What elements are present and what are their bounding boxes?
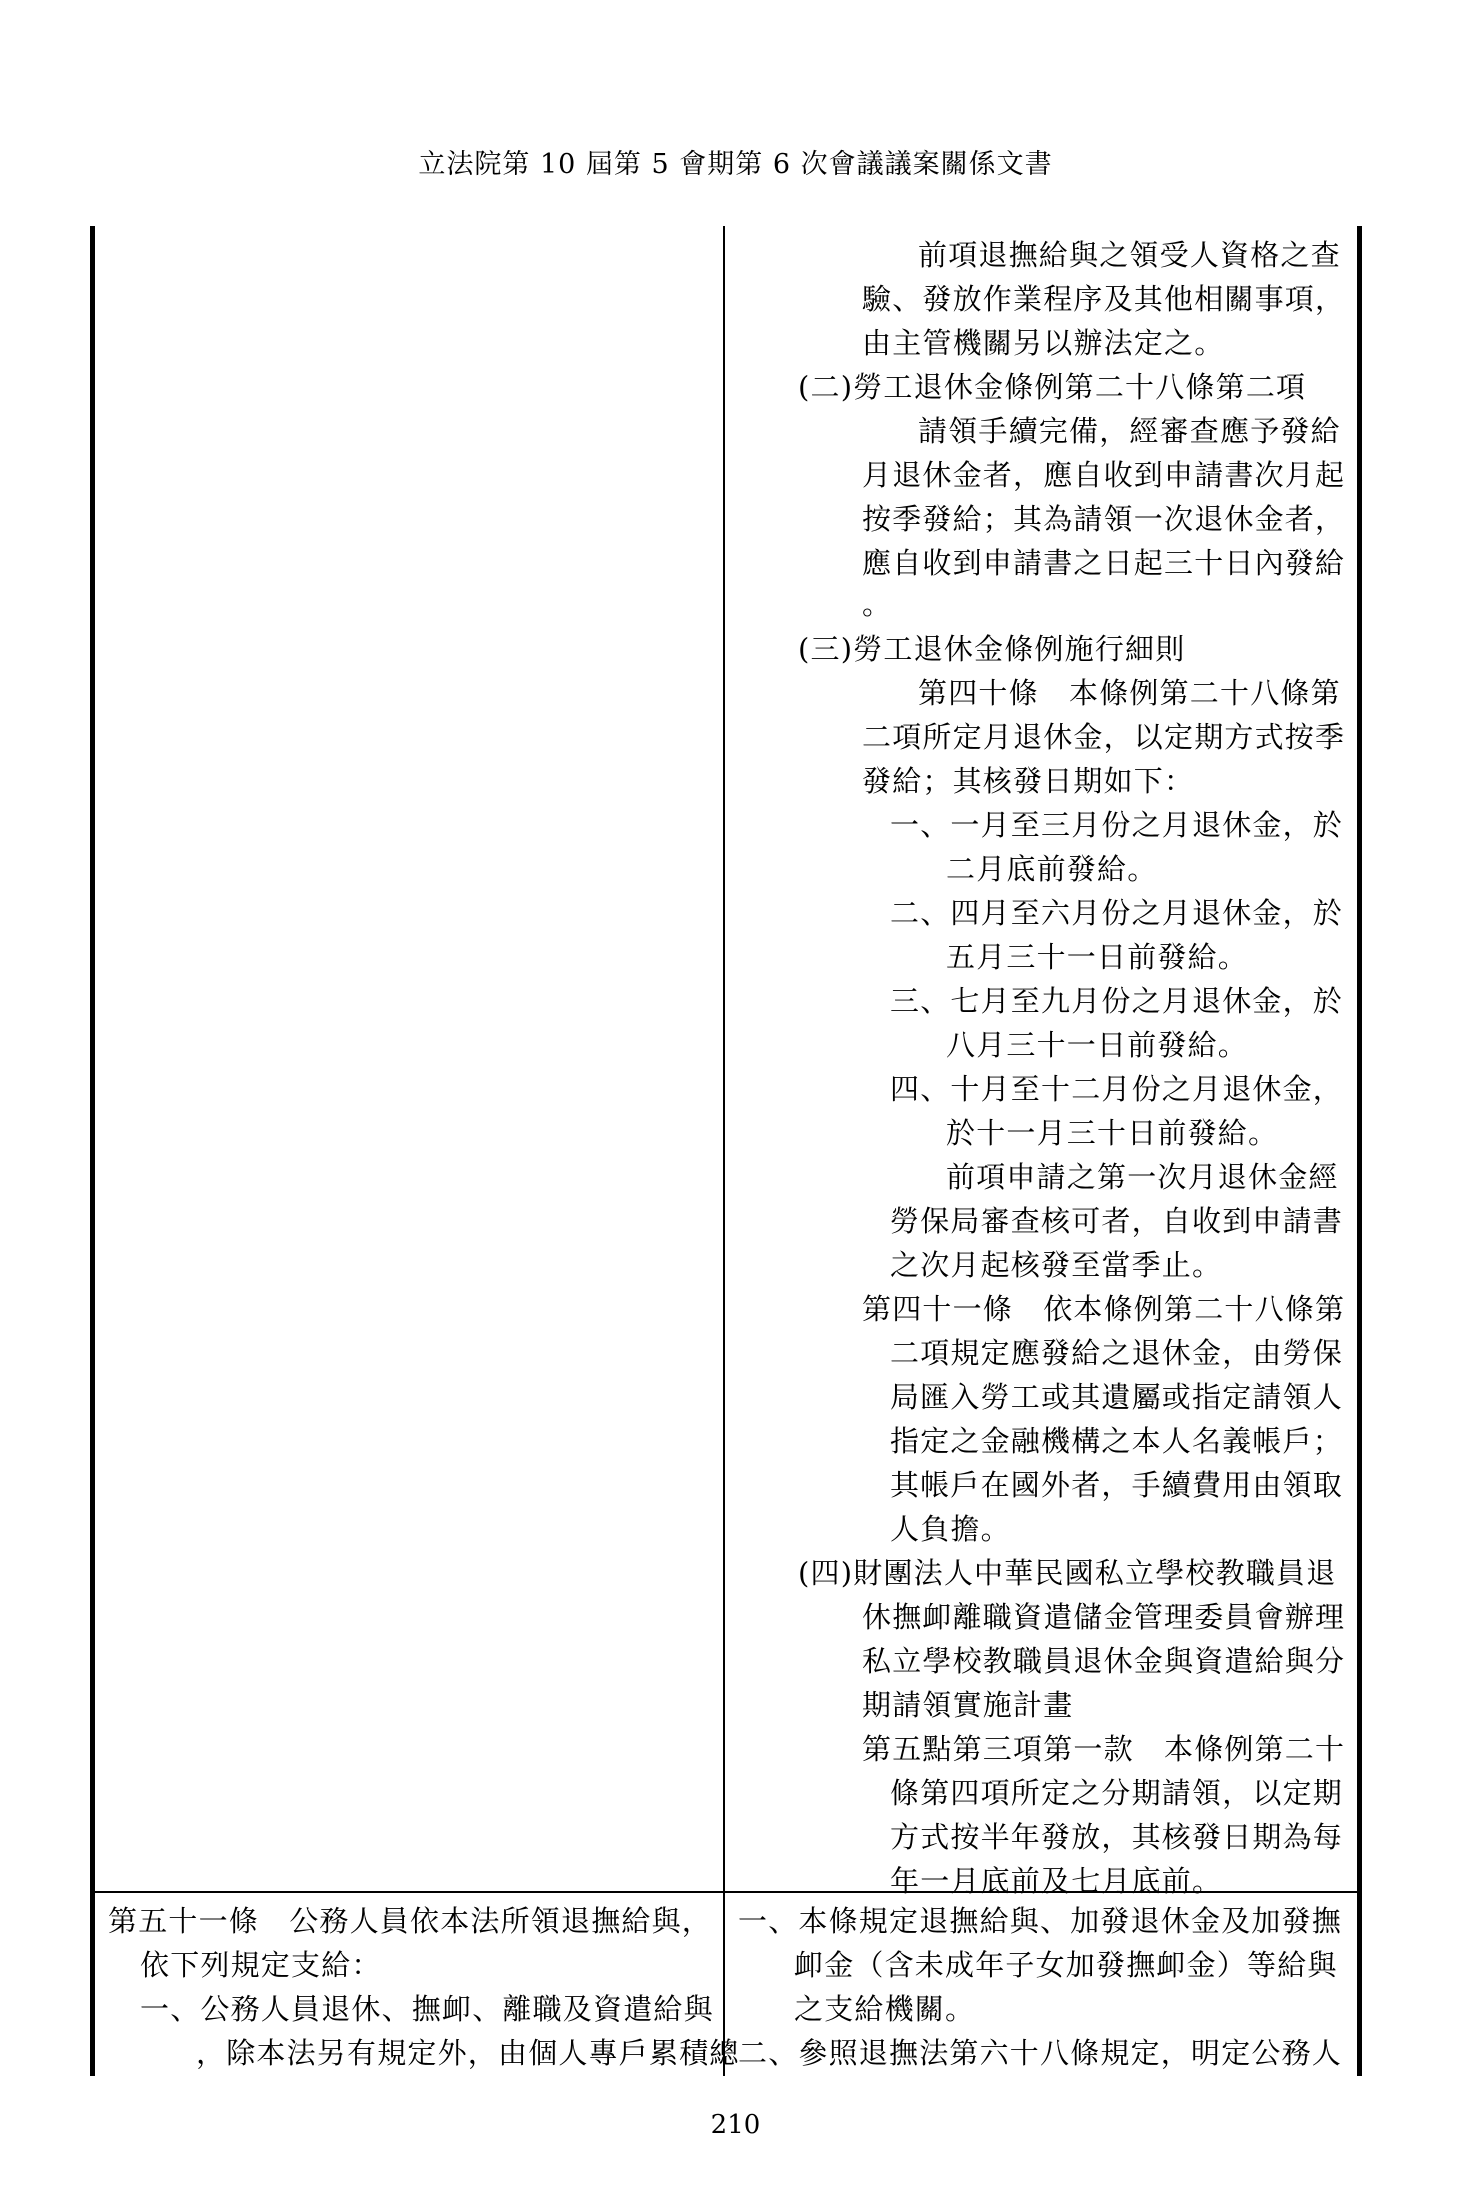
- text-line: 二項規定應發給之退休金，由勞保: [890, 1336, 1344, 1370]
- text-line: (四)財團法人中華民國私立學校教職員退: [798, 1556, 1337, 1590]
- text-line: (二)勞工退休金條例第二十八條第二項: [798, 370, 1307, 404]
- text-line: 二、四月至六月份之月退休金，於: [890, 896, 1344, 930]
- text-line: (三)勞工退休金條例施行細則: [798, 632, 1186, 666]
- text-line: 指定之金融機構之本人名義帳戶；: [890, 1424, 1344, 1458]
- article-text-line: ，除本法另有規定外，由個人專戶累積總: [196, 2036, 740, 2070]
- text-line: 私立學校教職員退休金與資遣給與分: [862, 1644, 1346, 1678]
- text-line: 條第四項所定之分期請領，以定期: [890, 1776, 1344, 1810]
- text-line: 年一月底前及七月底前。: [890, 1864, 1223, 1898]
- text-line: 五月三十一日前發給。: [946, 940, 1249, 974]
- table-left-border: [90, 226, 95, 2076]
- text-line: 應自收到申請書之日起三十日內發給: [862, 546, 1346, 580]
- text-line: 人負擔。: [890, 1512, 1011, 1546]
- text-line: 四、十月至十二月份之月退休金，: [890, 1072, 1344, 1106]
- text-line: 休撫卹離職資遣儲金管理委員會辦理: [862, 1600, 1346, 1634]
- text-line: 月退休金者，應自收到申請書次月起: [862, 458, 1346, 492]
- text-line: 前項退撫給與之領受人資格之查: [918, 238, 1341, 272]
- text-line: 勞保局審查核可者，自收到申請書: [890, 1204, 1344, 1238]
- text-line: 第四十一條 依本條例第二十八條第: [862, 1292, 1346, 1326]
- explanation-text-line: 一、本條規定退撫給與、加發退休金及加發撫: [738, 1904, 1343, 1938]
- table-column-divider: [723, 226, 725, 2076]
- text-line: 期請領實施計畫: [862, 1688, 1074, 1722]
- text-line: 按季發給；其為請領一次退休金者，: [862, 502, 1346, 536]
- text-line: 第四十條 本條例第二十八條第: [918, 676, 1341, 710]
- explanation-text-line: 之支給機關。: [794, 1992, 976, 2026]
- text-line: 三、七月至九月份之月退休金，於: [890, 984, 1344, 1018]
- explanation-text-line: 卹金（含未成年子女加發撫卹金）等給與: [794, 1948, 1338, 1982]
- text-line: 之次月起核發至當季止。: [890, 1248, 1223, 1282]
- article-text-line: 依下列規定支給：: [140, 1948, 382, 1982]
- text-line: 前項申請之第一次月退休金經: [946, 1160, 1339, 1194]
- page-number: 210: [710, 2110, 761, 2140]
- text-line: 局匯入勞工或其遺屬或指定請領人: [890, 1380, 1344, 1414]
- article-text-line: 一、公務人員退休、撫卹、離職及資遣給與: [140, 1992, 714, 2026]
- explanation-text-line: 二、參照退撫法第六十八條規定，明定公務人: [738, 2036, 1343, 2070]
- text-line: 發給；其核發日期如下：: [862, 764, 1195, 798]
- text-line: 請領手續完備，經審查應予發給: [918, 414, 1341, 448]
- text-line: 。: [862, 587, 893, 621]
- text-line: 八月三十一日前發給。: [946, 1028, 1249, 1062]
- text-line: 第五點第三項第一款 本條例第二十: [862, 1732, 1346, 1766]
- page-header: 立法院第 10 屆第 5 會期第 6 次會議議案關係文書: [418, 149, 1053, 180]
- table-right-border: [1357, 226, 1362, 2076]
- text-line: 於十一月三十日前發給。: [946, 1116, 1279, 1150]
- text-line: 一、一月至三月份之月退休金，於: [890, 808, 1344, 842]
- text-line: 其帳戶在國外者，手續費用由領取: [890, 1468, 1344, 1502]
- article-text-line: 第五十一條 公務人員依本法所領退撫給與，: [108, 1904, 713, 1938]
- text-line: 二月底前發給。: [946, 852, 1158, 886]
- text-line: 方式按半年發放，其核發日期為每: [890, 1820, 1344, 1854]
- text-line: 二項所定月退休金，以定期方式按季: [862, 720, 1346, 754]
- text-line: 驗、發放作業程序及其他相關事項，: [862, 282, 1346, 316]
- text-line: 由主管機關另以辦法定之。: [862, 326, 1225, 360]
